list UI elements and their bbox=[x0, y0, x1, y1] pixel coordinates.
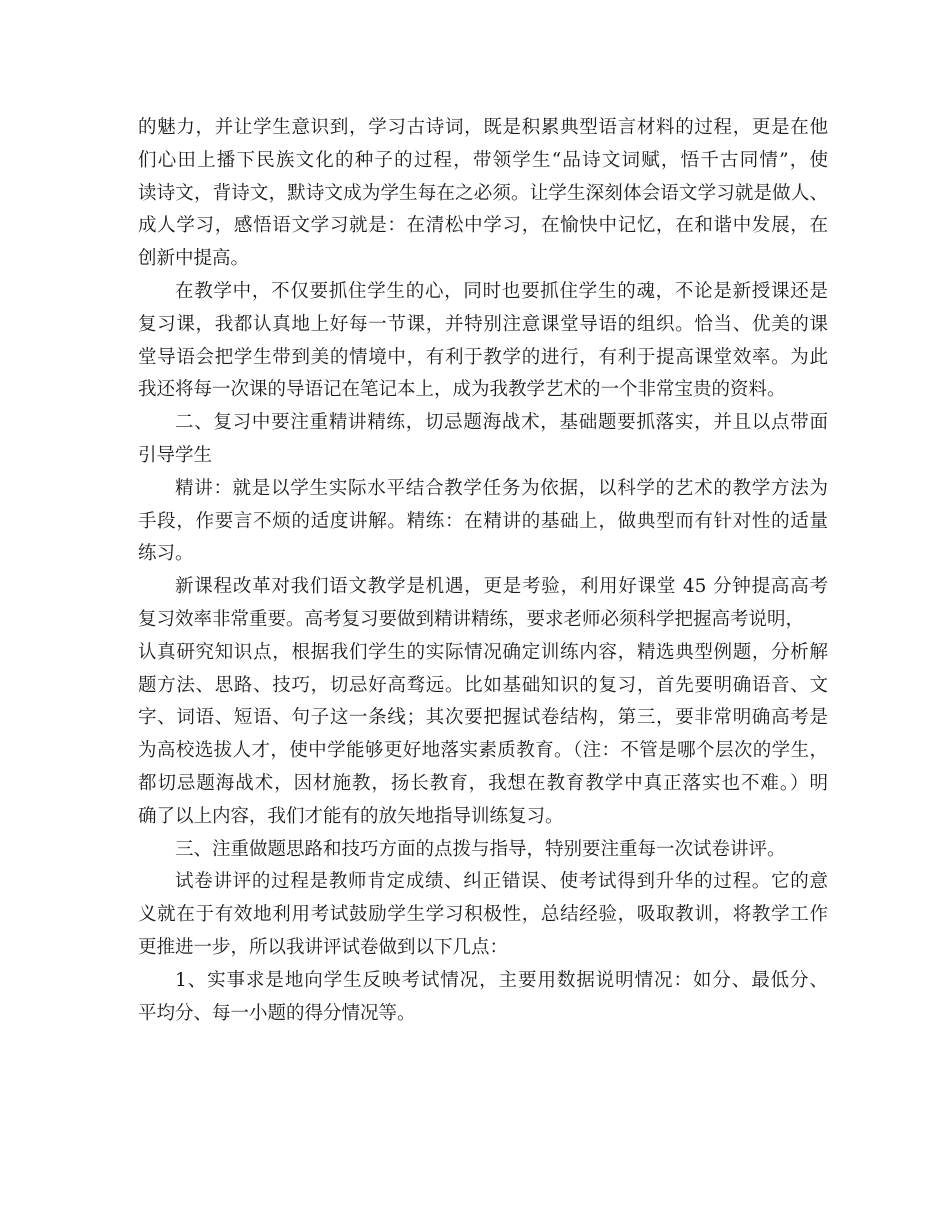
text-line: 成人学习，感悟语文学习就是：在清松中学习，在愉快中记忆，在和谐中发展，在 bbox=[138, 215, 828, 237]
text-line: 复习课，我都认真地上好每一节课，并特别注意课堂导语的组织。恰当、优美的课 bbox=[138, 313, 828, 335]
text-line: 创新中提高。 bbox=[138, 248, 250, 270]
text-line: 字、词语、短语、句子这一条线；其次要把握试卷结构，第三，要非常明确高考是 bbox=[138, 707, 828, 729]
document-body bbox=[138, 112, 828, 1030]
text-line: 认真研究知识点，根据我们学生的实际情况确定训练内容，精选典型例题，分析解 bbox=[138, 641, 828, 663]
text-line: 都切忌题海战术，因材施教，扬长教育，我想在教育教学中真正落实也不难。）明 bbox=[138, 772, 828, 794]
text-line: 为高校选拔人才，使中学能够更好地落实素质教育。（注：不管是哪个层次的学生， bbox=[138, 740, 828, 762]
text-line: 义就在于有效地利用考试鼓励学生学习积极性，总结经验，吸取教训，将教学工作 bbox=[138, 904, 828, 926]
text-line: 读诗文，背诗文，默诗文成为学生每在之必须。让学生深刻体会语文学习就是做人、 bbox=[138, 182, 828, 204]
text-line: 二、复习中要注重精讲精练，切忌题海战术，基础题要抓落实，并且以点带面 bbox=[175, 412, 828, 434]
text-line: 平均分、每一小题的得分情况等。 bbox=[138, 1002, 416, 1024]
text-line: 练习。 bbox=[138, 543, 194, 565]
text-line: 堂导语会把学生带到美的情境中，有利于教学的进行，有利于提高课堂效率。为此 bbox=[138, 346, 828, 368]
text-line: 引导学生 bbox=[138, 444, 213, 466]
text-line: 三、注重做题思路和技巧方面的点拨与指导，特别要注重每一次试卷讲评。 bbox=[175, 838, 786, 860]
text-line: 更推进一步，所以我讲评试卷做到以下几点： bbox=[138, 936, 509, 958]
text-line: 题方法、思路、技巧，切忌好高骛远。比如基础知识的复习，首先要明确语音、文 bbox=[138, 674, 828, 696]
text-line: 确了以上内容，我们才能有的放矢地指导训练复习。 bbox=[138, 805, 564, 827]
text-line: 的魅力，并让学生意识到，学习古诗词，既是积累典型语言材料的过程，更是在他 bbox=[138, 117, 828, 138]
text-line: 新课程改革对我们语文教学是机遇，更是考验，利用好课堂 45 分钟提高高考 bbox=[175, 576, 828, 598]
text-line: 们心田上播下民族文化的种子的过程，带领学生“品诗文词赋，悟千古同情”，使 bbox=[138, 149, 828, 171]
text-line: 精讲：就是以学生实际水平结合教学任务为依据，以科学的艺术的教学方法为 bbox=[175, 477, 828, 499]
text-line: 手段，作要言不烦的适度讲解。精练：在精讲的基础上，做典型而有针对性的适量 bbox=[138, 510, 828, 532]
text-line: 试卷讲评的过程是教师肯定成绩、纠正错误、使考试得到升华的过程。它的意 bbox=[175, 871, 828, 893]
text-line: 在教学中，不仅要抓住学生的心，同时也要抓住学生的魂，不论是新授课还是 bbox=[175, 280, 828, 302]
text-line: 我还将每一次课的导语记在笔记本上，成为我教学艺术的一个非常宝贵的资料。 bbox=[138, 379, 786, 401]
text-line: 1、实事求是地向学生反映考试情况，主要用数据说明情况：如分、最低分、 bbox=[175, 969, 828, 991]
text-line: 复习效率非常重要。高考复习要做到精讲精练，要求老师必须科学把握高考说明， bbox=[138, 608, 805, 630]
